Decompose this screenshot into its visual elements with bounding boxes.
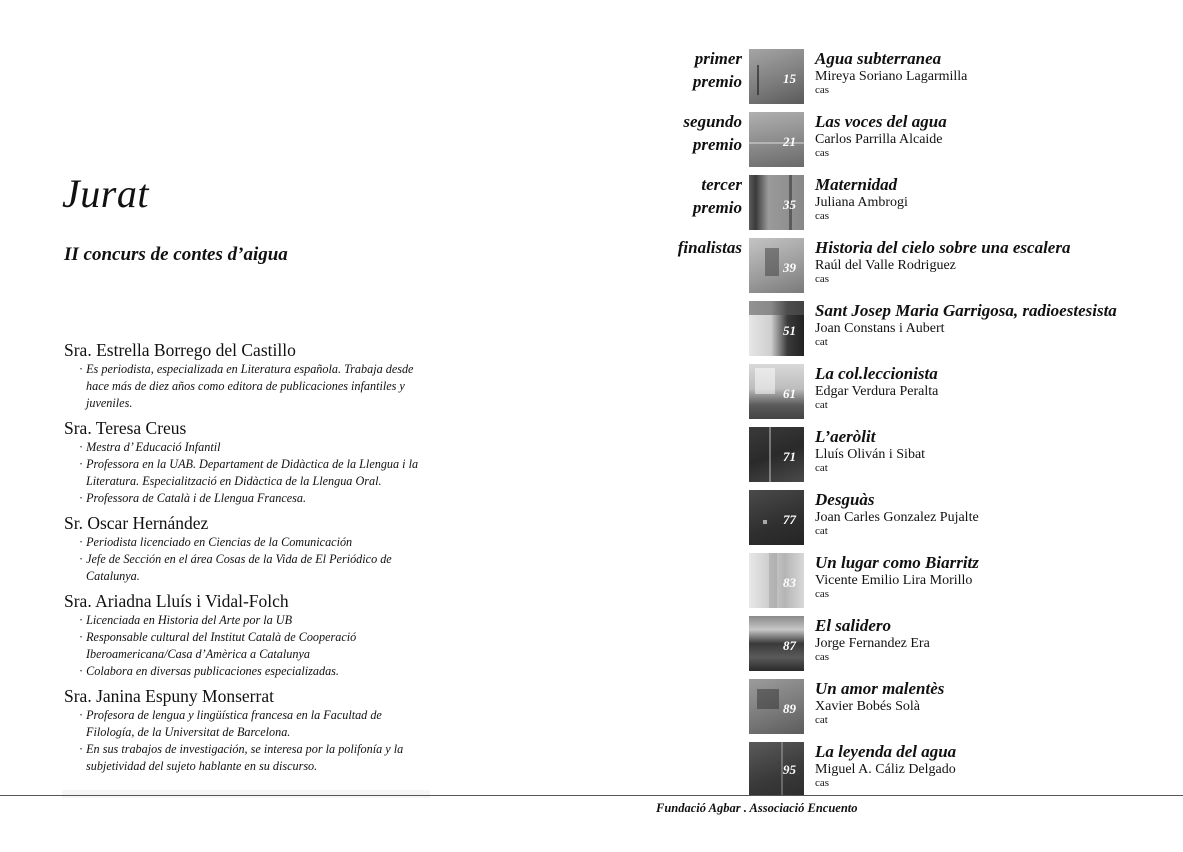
story-language: cas	[815, 210, 830, 222]
story-language: cat	[815, 714, 828, 726]
category-finalists	[650, 236, 742, 259]
story-author: Vicente Emilio Lira Morillo	[815, 573, 973, 588]
jury-note: · Licenciada en Historia del Arte por la UB	[79, 612, 429, 629]
story-title: Las voces del agua	[815, 112, 947, 131]
category-third-prize	[650, 173, 742, 219]
story-language: cat	[815, 336, 828, 348]
story-author: Mireya Soriano Lagarmilla	[815, 69, 968, 84]
story-entry[interactable]	[815, 742, 1180, 789]
story-language: cas	[815, 273, 830, 285]
page-number: 87	[783, 638, 796, 653]
page-number: 61	[783, 386, 796, 401]
thumbnail-detail	[769, 427, 771, 482]
story-title: Agua subterranea	[815, 49, 942, 68]
jury-member	[64, 418, 429, 507]
page-number: 95	[783, 762, 796, 777]
story-language: cat	[815, 462, 828, 474]
story-title: La leyenda del agua	[815, 742, 957, 761]
story-title: Maternidad	[815, 175, 898, 194]
category-label: primer	[694, 49, 742, 68]
jury-note: · Periodista licenciado en Ciencias de la Comunicación	[79, 534, 429, 551]
story-entry[interactable]	[815, 553, 1180, 600]
jury-member-notes	[64, 534, 429, 585]
story-thumbnail[interactable]	[749, 112, 804, 167]
category-label: segundo	[683, 112, 742, 131]
contents-page	[590, 0, 1183, 852]
story-title: Un amor malentès	[815, 679, 945, 698]
decorative-bar	[62, 790, 430, 798]
footer-rule	[0, 795, 1183, 796]
page-number: 77	[783, 512, 796, 527]
thumbnail-detail	[757, 689, 779, 709]
page-number: 21	[783, 134, 796, 149]
story-entry[interactable]	[815, 490, 1180, 537]
page-number: 83	[783, 575, 796, 590]
story-entry[interactable]	[815, 112, 1180, 159]
story-author: Jorge Fernandez Era	[815, 636, 930, 651]
page-number: 15	[783, 71, 796, 86]
story-author: Edgar Verdura Peralta	[815, 384, 939, 399]
jury-member	[64, 513, 429, 585]
thumbnail-detail	[765, 248, 779, 276]
story-title: La col.leccionista	[815, 364, 938, 383]
jury-note: · Professora de Català i de Llengua Francesa.	[79, 490, 429, 507]
story-thumbnail[interactable]	[749, 364, 804, 419]
story-entry[interactable]	[815, 679, 1180, 726]
thumbnail-detail	[757, 65, 759, 95]
category-label: premio	[692, 135, 742, 154]
jury-member	[64, 686, 429, 775]
story-language: cas	[815, 84, 830, 96]
jury-note: · Responsable cultural del Institut Català de Cooperació Iberoamericana/Casa d’Amèrica a Catalunya	[79, 629, 429, 663]
page-number: 39	[783, 260, 796, 275]
story-thumbnail[interactable]	[749, 238, 804, 293]
story-entry[interactable]	[815, 427, 1180, 474]
jury-member-notes	[64, 361, 429, 412]
story-author: Carlos Parrilla Alcaide	[815, 132, 943, 147]
story-thumbnail[interactable]	[749, 490, 804, 545]
jury-member	[64, 591, 429, 680]
page-number: 89	[783, 701, 796, 716]
jury-member-name: Sr. Oscar Hernández	[64, 513, 209, 533]
story-thumbnail[interactable]	[749, 616, 804, 671]
page-number: 71	[783, 449, 796, 464]
jury-note: · Colabora en diversas publicaciones especializadas.	[79, 663, 429, 680]
story-entry[interactable]	[815, 175, 1180, 222]
story-entry[interactable]	[815, 49, 1180, 96]
jury-member-notes	[64, 439, 429, 507]
story-language: cas	[815, 588, 830, 600]
jury-member-name: Sra. Janina Espuny Monserrat	[64, 686, 274, 706]
jury-member-notes	[64, 612, 429, 680]
jury-page	[0, 0, 590, 852]
jury-member-name: Sra. Estrella Borrego del Castillo	[64, 340, 296, 360]
story-title: Un lugar como Biarritz	[815, 553, 979, 572]
category-label: premio	[692, 198, 742, 217]
jury-member-name: Sra. Ariadna Lluís i Vidal-Folch	[64, 591, 289, 611]
story-author: Joan Constans i Aubert	[815, 321, 945, 336]
story-language: cat	[815, 525, 828, 537]
story-author: Juliana Ambrogi	[815, 195, 908, 210]
footer-text: Fundació Agbar . Associació Encuento	[656, 801, 858, 815]
story-language: cas	[815, 147, 830, 159]
category-second-prize	[650, 110, 742, 156]
jury-list	[64, 340, 429, 781]
story-title: L’aeròlit	[815, 427, 876, 446]
story-thumbnail[interactable]	[749, 679, 804, 734]
story-title: Sant Josep Maria Garrigosa, radioestesista	[815, 301, 1117, 320]
story-entry[interactable]	[815, 364, 1180, 411]
story-author: Raúl del Valle Rodriguez	[815, 258, 956, 273]
jury-member	[64, 340, 429, 412]
story-thumbnail[interactable]	[749, 175, 804, 230]
thumbnail-detail	[763, 520, 767, 524]
story-thumbnail[interactable]	[749, 49, 804, 104]
story-entry[interactable]	[815, 616, 1180, 663]
category-label: tercer	[701, 175, 742, 194]
page-title: Jurat	[62, 171, 149, 216]
jury-note: · Jefe de Sección en el área Cosas de la Vida de El Periódico de Catalunya.	[79, 551, 429, 585]
story-thumbnail[interactable]	[749, 553, 804, 608]
thumbnail-detail	[749, 301, 804, 315]
category-label: premio	[692, 72, 742, 91]
story-language: cat	[815, 399, 828, 411]
thumbnail-detail	[769, 553, 777, 608]
category-label: finalistas	[677, 238, 742, 257]
jury-note: · Professora en la UAB. Departament de Didàctica de la Llengua i la Literatura. Especialització en Didàctica de la Llengua Oral.	[79, 456, 429, 490]
story-title: El salidero	[815, 616, 892, 635]
page-number: 35	[783, 197, 796, 212]
category-first-prize	[650, 47, 742, 93]
thumbnail-detail	[755, 368, 775, 394]
story-entry[interactable]	[815, 238, 1180, 285]
story-language: cas	[815, 651, 830, 663]
story-thumbnail[interactable]	[749, 301, 804, 356]
story-author: Joan Carles Gonzalez Pujalte	[815, 510, 979, 525]
story-title: Historia del cielo sobre una escalera	[815, 238, 1071, 257]
jury-member-name: Sra. Teresa Creus	[64, 418, 187, 438]
jury-note: · En sus trabajos de investigación, se interesa por la polifonía y la subjetividad del sujeto hablante en su discurso.	[79, 741, 429, 775]
jury-note: · Es periodista, especializada en Literatura española. Trabaja desde hace más de diez años como editora de publicaciones infantiles y juveniles.	[79, 361, 429, 412]
story-entry[interactable]	[815, 301, 1180, 348]
story-author: Xavier Bobés Solà	[815, 699, 920, 714]
story-author: Lluís Oliván i Sibat	[815, 447, 926, 462]
story-thumbnail[interactable]	[749, 742, 804, 795]
story-author: Miguel A. Cáliz Delgado	[815, 762, 956, 777]
jury-note: · Mestra d’ Educació Infantil	[79, 439, 429, 456]
page-subtitle: II concurs de contes d’aigua	[64, 244, 288, 265]
jury-note: · Profesora de lengua y lingüística francesa en la Facultad de Filología, de la Universitat de Barcelona.	[79, 707, 429, 741]
story-thumbnail[interactable]	[749, 427, 804, 482]
story-title: Desguàs	[815, 490, 875, 509]
page-number: 51	[783, 323, 796, 338]
jury-member-notes	[64, 707, 429, 775]
story-language: cas	[815, 777, 830, 789]
